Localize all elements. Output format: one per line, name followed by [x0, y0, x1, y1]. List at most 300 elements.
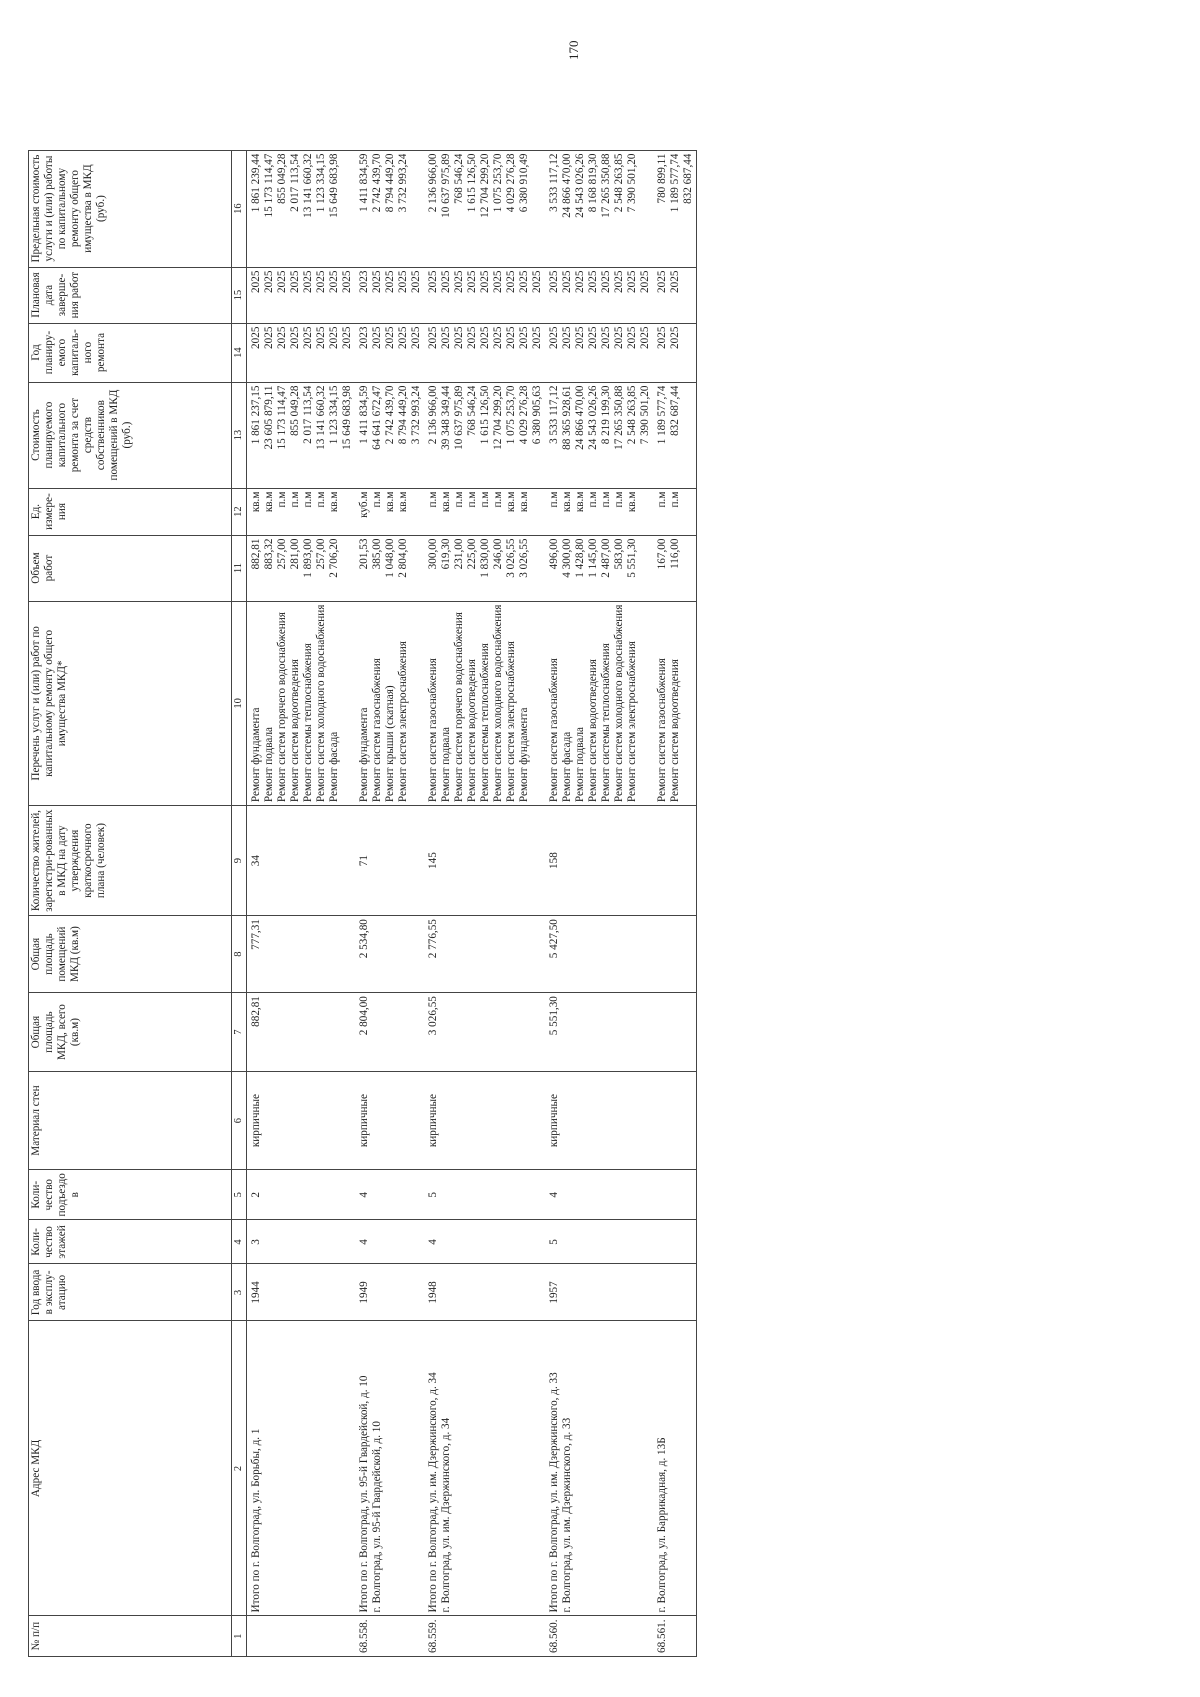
- work-volume-line: 496,00: [548, 538, 560, 570]
- work-cost-line: 832 687,44: [669, 385, 681, 436]
- work-year-line: 2025: [548, 326, 560, 349]
- work-year-line: 2025: [587, 326, 599, 349]
- total-label: Итого по г. Волгоград, ул. 95-й Гвардейской, д. 10: [358, 1375, 370, 1613]
- work-year-line: 2023: [358, 326, 370, 349]
- work-cost-line: 15 173 114,47: [276, 385, 288, 450]
- work-max-cost-line: 24 543 026,26: [574, 153, 586, 218]
- entrances: 4: [545, 1170, 653, 1220]
- work-name-line: Ремонт систем газоснабжения: [371, 658, 383, 803]
- work-name-line: Ремонт систем водоотведения: [466, 659, 478, 803]
- column-header: Коли-чество подъездо в: [29, 1170, 232, 1220]
- premises-area: 2 776,55: [424, 916, 545, 993]
- work-cost: [424, 382, 545, 488]
- work-name-line: Ремонт систем электроснабжения: [505, 641, 517, 803]
- row-number: 68.558.: [355, 1616, 424, 1657]
- total-area: 3 026,55: [424, 993, 545, 1072]
- work-max-cost-line: 832 687,44: [682, 153, 694, 204]
- work-cost-line: 4 029 276,28: [518, 385, 530, 445]
- column-header: Общая площадь помещений МКД (кв.м): [29, 916, 232, 993]
- total-cost: 64 641 672,47: [371, 385, 383, 450]
- work-unit-line: п.м: [587, 491, 599, 508]
- column-header: Материал стен: [29, 1072, 232, 1170]
- work-date-line: 2025: [548, 270, 560, 293]
- residents: 158: [545, 806, 653, 916]
- work-volume: [355, 535, 424, 601]
- column-number: 12: [232, 488, 247, 535]
- column-number: 16: [232, 150, 247, 267]
- work-cost-line: 12 704 299,20: [492, 385, 504, 450]
- work-unit-line: кв.м: [505, 491, 517, 513]
- work-cost-line: 768 546,24: [466, 385, 478, 436]
- work-max-cost-line: 15 173 114,47: [263, 153, 275, 218]
- total-label: Итого по г. Волгоград, ул. им. Дзержинского, д. 34: [427, 1372, 439, 1613]
- work-name-line: Ремонт систем горячего водоснабжения: [276, 612, 288, 803]
- work-unit-line: п.м: [427, 491, 439, 508]
- work-year-line: 2025: [626, 326, 638, 349]
- work-volume-line: 4 300,00: [561, 538, 573, 578]
- work-cost-line: 1 411 834,59: [358, 385, 370, 444]
- work-cost-line: 2 548 263,85: [626, 385, 638, 445]
- work-name-line: Ремонт фасада: [561, 731, 573, 803]
- total-date: 2025: [371, 270, 383, 293]
- work-date-line: 2025: [626, 270, 638, 293]
- work-unit-line: п.м: [466, 491, 478, 508]
- work-volume-line: 225,00: [466, 538, 478, 570]
- work-volume-line: 2 487,00: [600, 538, 612, 578]
- work-cost-line: 13 141 660,32: [315, 385, 327, 450]
- work-cost-line: 1 861 237,15: [250, 385, 262, 445]
- work-max-cost-line: 24 866 470,00: [561, 153, 573, 218]
- work-date: [247, 267, 356, 323]
- work-cost-line: 3 533 117,12: [548, 385, 560, 444]
- work-cost-line: 1 615 126,50: [479, 385, 491, 445]
- work-year-line: 2025: [669, 326, 681, 349]
- work-year-line: 2025: [518, 326, 530, 349]
- work-unit-line: п.м: [656, 491, 668, 508]
- work-date-line: 2025: [276, 270, 288, 293]
- work-year-line: 2025: [492, 326, 504, 349]
- column-number: 5: [232, 1170, 247, 1220]
- residents: 34: [247, 806, 356, 916]
- table-row: [653, 150, 697, 1656]
- work-date-line: 2025: [341, 270, 353, 293]
- total-year: 2025: [440, 326, 452, 349]
- column-header: Стоимость планируемого капитального ремонта за счет средств собственников помещений в МКД (руб.): [29, 382, 232, 488]
- total-cost: 39 348 349,44: [440, 385, 452, 450]
- page-number-text: 170: [566, 40, 581, 60]
- work-date-line: 2025: [302, 270, 314, 293]
- work-name-line: Ремонт систем водоотведения: [587, 659, 599, 803]
- row-number: 68.559.: [424, 1616, 545, 1657]
- column-number: 7: [232, 993, 247, 1072]
- work-year: [355, 323, 424, 382]
- work-date-line: 2025: [410, 270, 422, 293]
- work-year-line: 2025: [427, 326, 439, 349]
- work-unit-line: п.м: [600, 491, 612, 508]
- floors: 4: [424, 1220, 545, 1264]
- address-cell: [247, 1321, 356, 1616]
- work-unit-line: кв.м: [328, 491, 340, 513]
- work-year-line: 2025: [276, 326, 288, 349]
- table-row: [545, 150, 653, 1656]
- work-volume-line: 583,00: [613, 538, 625, 570]
- work-name-line: Ремонт систем водоотведения: [669, 659, 681, 803]
- address-cell: [653, 1321, 697, 1616]
- entrances: [653, 1170, 697, 1220]
- work-cost-line: 24 866 470,00: [574, 385, 586, 450]
- work-volume-line: 1 048,00: [384, 538, 396, 578]
- work-name-line: Ремонт системы теплоснабжения: [600, 643, 612, 803]
- address-cell: [545, 1321, 653, 1616]
- wall-material: кирпичные: [424, 1072, 545, 1170]
- work-cost-line: 8 219 199,30: [600, 385, 612, 445]
- wall-material: кирпичные: [545, 1072, 653, 1170]
- work-volume-line: 619,30: [440, 538, 452, 570]
- work-date-line: 2025: [613, 270, 625, 293]
- work-name: [355, 601, 424, 806]
- table-row: [247, 150, 356, 1656]
- work-name-line: Ремонт систем водоотведения: [289, 659, 301, 803]
- work-name-line: Ремонт систем газоснабжения: [548, 658, 560, 803]
- year-built: 1948: [424, 1264, 545, 1321]
- work-date-line: 2025: [384, 270, 396, 293]
- work-name-line: Ремонт подвала: [263, 727, 275, 803]
- work-max-cost-line: 1 861 239,44: [250, 153, 262, 213]
- work-unit-line: куб.м: [358, 491, 370, 518]
- total-area: 2 804,00: [355, 993, 424, 1072]
- work-cost: [247, 382, 356, 488]
- work-volume-line: 167,00: [656, 538, 668, 570]
- premises-area: 777,31: [247, 916, 356, 993]
- entrances: 2: [247, 1170, 356, 1220]
- work-cost: [545, 382, 653, 488]
- work-unit-line: кв.м: [263, 491, 275, 513]
- work-unit-line: кв.м: [384, 491, 396, 513]
- work-cost-line: 1 075 253,70: [505, 385, 517, 445]
- column-number-row: [232, 150, 247, 1656]
- work-name-line: Ремонт систем холодного водоснабжения: [492, 604, 504, 803]
- row-number: [247, 1616, 356, 1657]
- work-unit-line: п.м: [453, 491, 465, 508]
- work-date-line: 2025: [574, 270, 586, 293]
- work-unit: [653, 488, 697, 535]
- address: г. Волгоград, ул. им. Дзержинского, д. 33: [561, 1417, 573, 1613]
- work-unit-line: кв.м: [518, 491, 530, 513]
- work-max-cost-line: 3 533 117,12: [548, 153, 560, 212]
- work-max-cost-line: 12 704 299,20: [479, 153, 491, 218]
- work-volume: [424, 535, 545, 601]
- work-year-line: 2025: [289, 326, 301, 349]
- work-cost-line: 7 390 501,20: [639, 385, 651, 445]
- residents: 145: [424, 806, 545, 916]
- work-unit: [424, 488, 545, 535]
- work-unit: [355, 488, 424, 535]
- column-number: 14: [232, 323, 247, 382]
- work-unit: [545, 488, 653, 535]
- work-volume-line: 882,81: [250, 538, 262, 570]
- entrances: 5: [424, 1170, 545, 1220]
- total-area: 5 551,30: [545, 993, 653, 1072]
- table-row: [355, 150, 424, 1656]
- column-number: 11: [232, 535, 247, 601]
- work-year: [653, 323, 697, 382]
- work-max-cost: [355, 150, 424, 267]
- work-max-cost-line: 1 615 126,50: [466, 153, 478, 213]
- premises-area: [653, 916, 697, 993]
- column-header: Предельная стоимость услуги и (или) работы по капитальному ремонту общего имущества в МКД (руб.): [29, 150, 232, 267]
- work-unit-line: кв.м: [561, 491, 573, 513]
- year-built: 1949: [355, 1264, 424, 1321]
- work-max-cost-line: 2 742 439,70: [371, 153, 383, 213]
- column-number: 10: [232, 601, 247, 806]
- work-year-line: 2025: [328, 326, 340, 349]
- work-volume-line: 257,00: [276, 538, 288, 570]
- column-header: Количество жителей, зарегистри-рованных в МКД на дату утверждения краткосрочного плана (человек): [29, 806, 232, 916]
- premises-area: 2 534,80: [355, 916, 424, 993]
- premises-area: 5 427,50: [545, 916, 653, 993]
- work-name-line: Ремонт подвала: [440, 727, 452, 803]
- work-date-line: 2025: [518, 270, 530, 293]
- work-cost: [355, 382, 424, 488]
- row-number: 68.561.: [653, 1616, 697, 1657]
- total-label: Итого по г. Волгоград, ул. Борьбы, д. 1: [250, 1428, 262, 1613]
- repair-plan-table: [28, 150, 697, 1657]
- work-unit-line: кв.м: [440, 491, 452, 513]
- work-year-line: 2025: [302, 326, 314, 349]
- work-unit-line: п.м: [315, 491, 327, 508]
- work-year-line: 2025: [453, 326, 465, 349]
- work-volume-line: 201,53: [358, 538, 370, 570]
- work-name: [247, 601, 356, 806]
- work-year-line: 2025: [656, 326, 668, 349]
- work-cost-line: 855 049,28: [289, 385, 301, 436]
- work-volume-line: 1 830,00: [479, 538, 491, 578]
- total-area: [653, 993, 697, 1072]
- work-unit: [247, 488, 356, 535]
- row-number: 68.560.: [545, 1616, 653, 1657]
- work-max-cost-line: 1 075 253,70: [492, 153, 504, 213]
- column-number: 9: [232, 806, 247, 916]
- work-unit-line: кв.м: [397, 491, 409, 513]
- work-volume-line: 385,00: [371, 538, 383, 570]
- work-name: [424, 601, 545, 806]
- work-cost-line: 1 123 334,15: [328, 385, 340, 445]
- work-volume-line: 300,00: [427, 538, 439, 570]
- column-number: 8: [232, 916, 247, 993]
- address-cell: [355, 1321, 424, 1616]
- work-cost-line: 1 189 577,74: [656, 385, 668, 445]
- work-max-cost-line: 13 141 660,32: [302, 153, 314, 218]
- work-date-line: 2025: [315, 270, 327, 293]
- work-cost-line: 2 742 439,70: [384, 385, 396, 445]
- work-date-line: 2025: [479, 270, 491, 293]
- work-name-line: Ремонт систем горячего водоснабжения: [453, 612, 465, 803]
- work-max-cost-line: 2 548 263,85: [613, 153, 625, 213]
- column-header: Перечень услуг и (или) работ по капитальному ремонту общего имущества МКД*: [29, 601, 232, 806]
- work-volume-line: 2 804,00: [397, 538, 409, 578]
- work-cost-line: 3 732 993,24: [410, 385, 422, 445]
- work-volume-line: 281,00: [289, 538, 301, 570]
- work-unit-line: п.м: [302, 491, 314, 508]
- work-year-line: 2025: [505, 326, 517, 349]
- column-number: 13: [232, 382, 247, 488]
- work-name-line: Ремонт систем электроснабжения: [626, 641, 638, 803]
- work-year: [545, 323, 653, 382]
- work-volume-line: 2 706,20: [328, 538, 340, 578]
- work-cost-line: 8 794 449,20: [397, 385, 409, 445]
- work-max-cost-line: 6 380 910,49: [518, 153, 530, 213]
- work-year-line: 2025: [384, 326, 396, 349]
- work-date-line: 2025: [492, 270, 504, 293]
- work-name-line: Ремонт фундамента: [518, 707, 530, 803]
- column-number: 15: [232, 267, 247, 323]
- work-unit-line: п.м: [613, 491, 625, 508]
- work-cost-line: 6 380 905,63: [531, 385, 543, 445]
- work-year-line: 2025: [531, 326, 543, 349]
- work-name: [653, 601, 697, 806]
- work-date-line: 2025: [656, 270, 668, 293]
- work-max-cost-line: 17 265 350,88: [600, 153, 612, 218]
- work-name-line: Ремонт систем газоснабжения: [656, 658, 668, 803]
- work-year-line: 2025: [410, 326, 422, 349]
- work-year-line: 2025: [479, 326, 491, 349]
- work-name-line: Ремонт систем электроснабжения: [397, 641, 409, 803]
- work-max-cost-line: 4 029 276,28: [505, 153, 517, 213]
- work-max-cost: [545, 150, 653, 267]
- work-date-line: 2025: [397, 270, 409, 293]
- work-unit-line: кв.м: [626, 491, 638, 513]
- wall-material: [653, 1072, 697, 1170]
- total-year: 2025: [561, 326, 573, 349]
- total-year: 2025: [371, 326, 383, 349]
- work-name-line: Ремонт фундамента: [250, 707, 262, 803]
- work-max-cost-line: 10 637 975,89: [440, 153, 452, 218]
- column-header: Коли-чество этажей: [29, 1220, 232, 1264]
- work-volume-line: 3 026,55: [505, 538, 517, 578]
- work-year-line: 2025: [315, 326, 327, 349]
- residents: 71: [355, 806, 424, 916]
- work-year-line: 2025: [250, 326, 262, 349]
- work-max-cost-line: 8 794 449,20: [384, 153, 396, 213]
- work-cost: [653, 382, 697, 488]
- address-cell: [424, 1321, 545, 1616]
- work-date-line: 2025: [639, 270, 651, 293]
- work-max-cost-line: 768 546,24: [453, 153, 465, 204]
- work-name-line: Ремонт системы теплоснабжения: [479, 643, 491, 803]
- extra-max-cost: 780 899,11: [656, 153, 668, 204]
- work-max-cost-line: 2 017 113,54: [289, 153, 301, 212]
- work-date-line: 2025: [328, 270, 340, 293]
- floors: 5: [545, 1220, 653, 1264]
- work-cost-line: 2 017 113,54: [302, 385, 314, 444]
- work-name-line: Ремонт фасада: [328, 731, 340, 803]
- work-date-line: 2025: [453, 270, 465, 293]
- work-name-line: Ремонт систем холодного водоснабжения: [315, 604, 327, 803]
- work-max-cost-line: 1 123 334,15: [315, 153, 327, 213]
- work-unit-line: п.м: [289, 491, 301, 508]
- work-date-line: 2025: [587, 270, 599, 293]
- work-year-line: 2025: [574, 326, 586, 349]
- work-unit-line: п.м: [669, 491, 681, 508]
- wall-material: кирпичные: [247, 1072, 356, 1170]
- work-date: [355, 267, 424, 323]
- work-date: [545, 267, 653, 323]
- work-volume-line: 883,32: [263, 538, 275, 570]
- work-max-cost-line: 855 049,28: [276, 153, 288, 204]
- column-header: Год ввода в эксплу-атацию: [29, 1264, 232, 1321]
- work-volume-line: 1 893,00: [302, 538, 314, 578]
- address: г. Волгоград, ул. им. Дзержинского, д. 34: [440, 1417, 452, 1613]
- work-volume-line: 5 551,30: [626, 538, 638, 578]
- work-unit-line: п.м: [371, 491, 383, 508]
- work-year-line: 2025: [613, 326, 625, 349]
- year-built: 1944: [247, 1264, 356, 1321]
- entrances: 4: [355, 1170, 424, 1220]
- total-area: 882,81: [247, 993, 356, 1072]
- work-date-line: 2023: [358, 270, 370, 293]
- total-cost: 88 365 928,61: [561, 385, 573, 450]
- work-volume-line: 257,00: [315, 538, 327, 570]
- column-number: 2: [232, 1321, 247, 1616]
- work-max-cost-line: 1 189 577,74: [669, 153, 681, 213]
- work-year: [247, 323, 356, 382]
- total-cost: 23 605 879,11: [263, 385, 275, 450]
- column-header: Плановая дата заверше-ния работ: [29, 267, 232, 323]
- work-max-cost-line: 3 732 993,24: [397, 153, 409, 213]
- column-number: 1: [232, 1616, 247, 1657]
- work-date-line: 2025: [505, 270, 517, 293]
- column-header: Общая площадь МКД, всего (кв.м): [29, 993, 232, 1072]
- work-date: [424, 267, 545, 323]
- floors: [653, 1220, 697, 1264]
- work-volume-line: 231,00: [453, 538, 465, 570]
- column-number: 3: [232, 1264, 247, 1321]
- work-cost-line: 15 649 683,98: [341, 385, 353, 450]
- work-max-cost-line: 1 411 834,59: [358, 153, 370, 212]
- work-unit-line: п.м: [479, 491, 491, 508]
- work-date-line: 2025: [289, 270, 301, 293]
- work-max-cost-line: 7 390 501,20: [626, 153, 638, 213]
- work-unit-line: п.м: [548, 491, 560, 508]
- work-name-line: Ремонт системы теплоснабжения: [302, 643, 314, 803]
- column-number: 6: [232, 1072, 247, 1170]
- work-date: [653, 267, 697, 323]
- work-max-cost-line: 2 136 966,00: [427, 153, 439, 213]
- work-date-line: 2025: [250, 270, 262, 293]
- work-date-line: 2025: [600, 270, 612, 293]
- work-volume: [545, 535, 653, 601]
- table-header-row: [29, 150, 232, 1656]
- work-name-line: Ремонт подвала: [574, 727, 586, 803]
- year-built: 1957: [545, 1264, 653, 1321]
- work-volume-line: 116,00: [669, 538, 681, 569]
- work-year: [424, 323, 545, 382]
- work-volume-line: 246,00: [492, 538, 504, 570]
- total-date: 2025: [440, 270, 452, 293]
- work-cost-line: 10 637 975,89: [453, 385, 465, 450]
- work-cost-line: 24 543 026,26: [587, 385, 599, 450]
- work-max-cost: [653, 150, 697, 267]
- work-unit-line: кв.м: [250, 491, 262, 513]
- floors: 3: [247, 1220, 356, 1264]
- address: г. Волгоград, ул. 95-й Гвардейской, д. 10: [371, 1421, 383, 1613]
- column-header: Ед. измере-ния: [29, 488, 232, 535]
- total-year: 2025: [263, 326, 275, 349]
- total-date: 2025: [263, 270, 275, 293]
- column-number: 4: [232, 1220, 247, 1264]
- address: г. Волгоград, ул. Баррикадная, д. 13Б: [656, 1437, 668, 1613]
- table-row: [424, 150, 545, 1656]
